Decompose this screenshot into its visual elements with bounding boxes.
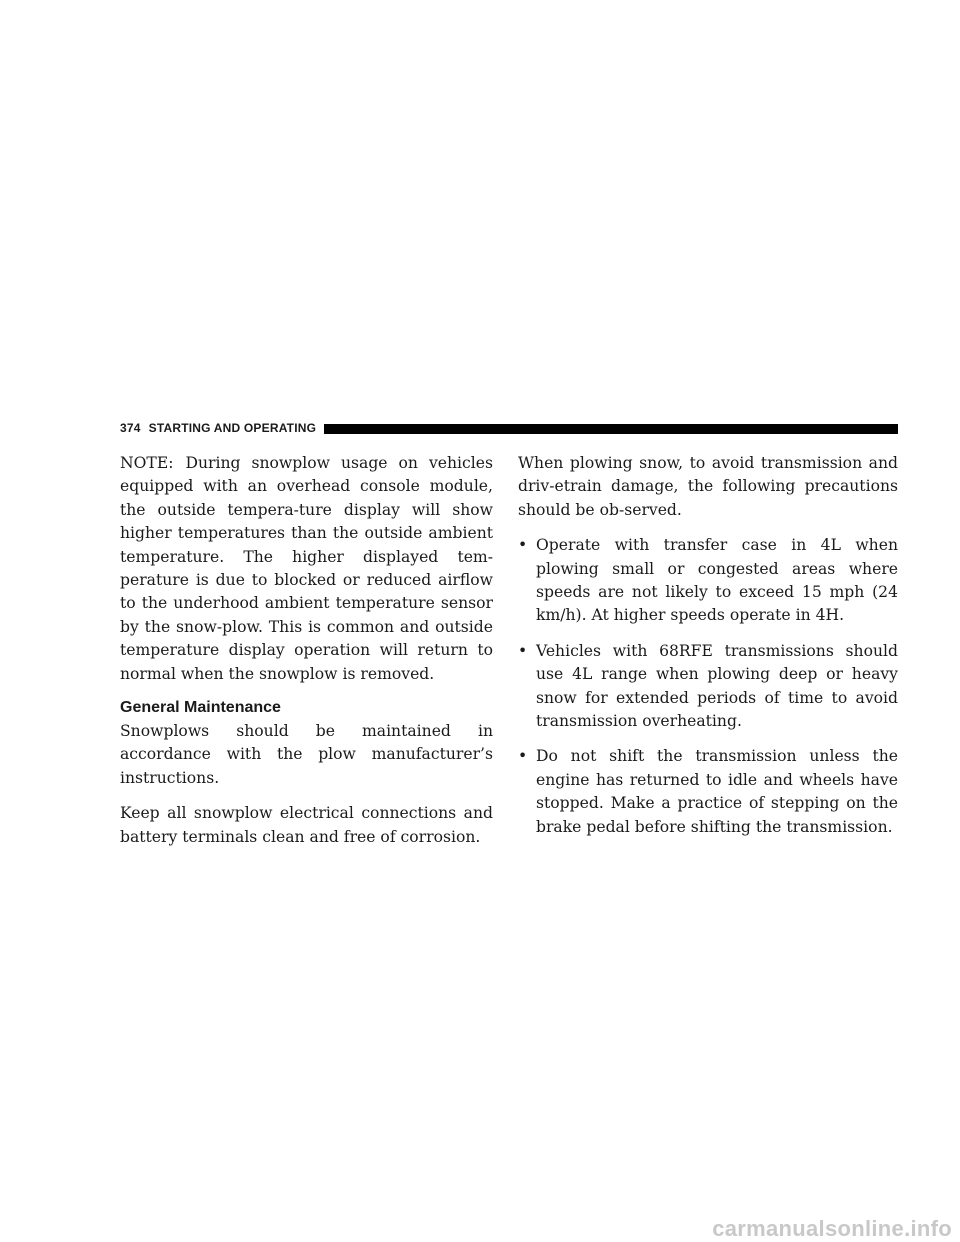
note-paragraph bbox=[120, 452, 493, 686]
left-column bbox=[120, 452, 493, 861]
section-title: STARTING AND OPERATING bbox=[148, 421, 317, 435]
note-label: NOTE: bbox=[120, 454, 174, 472]
intro-paragraph: When plowing snow, to avoid transmission and driv-etrain damage, the following precautions should be ob-served. bbox=[518, 454, 898, 519]
list-item bbox=[518, 534, 898, 628]
paragraph: Keep all snowplow electrical connections and battery terminals clean and free of corrosion. bbox=[120, 804, 493, 846]
right-column bbox=[518, 452, 898, 851]
header-rule bbox=[324, 424, 898, 434]
section-heading: General Maintenance bbox=[120, 699, 281, 717]
note-text: During snowplow usage on vehicles equipped with an overhead console module, the outside tempera-ture display will show higher temperatures than the outside ambient temperature. The higher displayed tem-perature is due to blocked or reduced airflow to the underhood ambient temperature sensor by the snow-plow. This is common and outside temperature display operation will return to normal when the snowplow is removed. bbox=[120, 454, 493, 683]
watermark: carmanualsonline.info bbox=[712, 1216, 952, 1241]
list-item bbox=[518, 745, 898, 839]
list-item-text: Operate with transfer case in 4L when plowing small or congested areas where speeds are not likely to exceed 15 mph (24 km/h). At higher speeds operate in 4H. bbox=[536, 536, 898, 625]
bullet-icon: • bbox=[518, 536, 528, 555]
paragraph: Snowplows should be maintained in accordance with the plow manufacturer’s instructions. bbox=[120, 722, 493, 787]
page-number: 374 bbox=[120, 421, 141, 435]
bullet-icon: • bbox=[518, 641, 528, 660]
bullet-icon: • bbox=[518, 747, 528, 766]
list-item-text: Do not shift the transmission unless the engine has returned to idle and wheels have stopped. Make a practice of stepping on the brake pedal before shifting the transmission. bbox=[536, 747, 898, 836]
page-header bbox=[120, 420, 898, 436]
list-item bbox=[518, 640, 898, 734]
precautions-list bbox=[518, 534, 898, 839]
list-item-text: Vehicles with 68RFE transmissions should use 4L range when plowing deep or heavy snow for extended periods of time to avoid transmission overheating. bbox=[536, 641, 898, 731]
